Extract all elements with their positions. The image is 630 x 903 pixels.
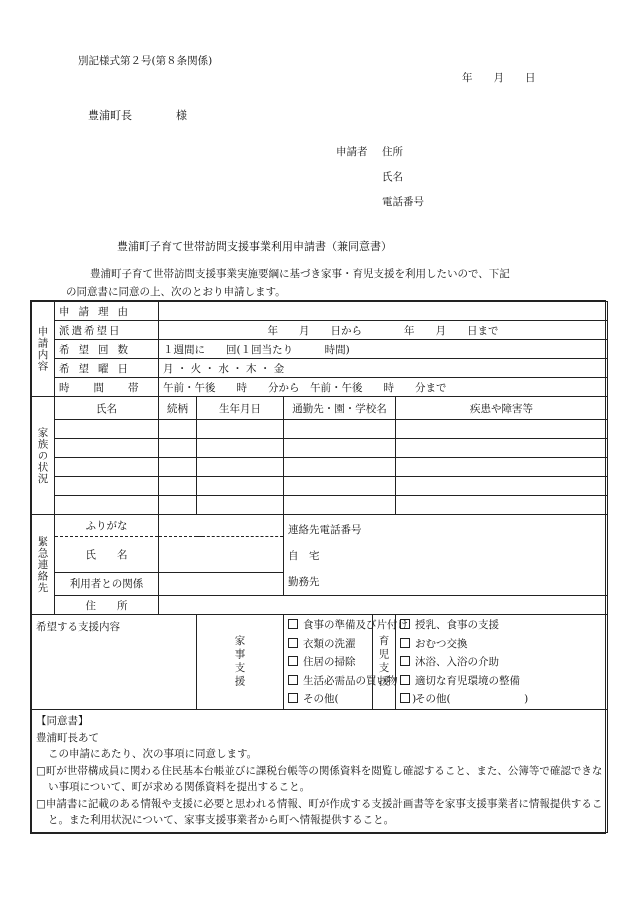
housework-option[interactable]: 衣類の洗濯 xyxy=(288,635,368,654)
family-header-school: 通勤先・園・学校名 xyxy=(284,397,396,420)
family-section-label: 家族の状況 xyxy=(32,397,55,515)
emergency-section-label: 緊急連絡先 xyxy=(32,515,55,615)
support-label: 希望する支援内容 xyxy=(32,615,197,710)
application-form xyxy=(30,300,606,834)
housework-option[interactable]: 食事の準備及び片付け xyxy=(288,616,368,635)
family-row[interactable] xyxy=(32,477,608,496)
checkbox-icon xyxy=(400,693,410,703)
family-header-name: 氏名 xyxy=(55,397,159,420)
family-header-relation: 続柄 xyxy=(159,397,197,420)
emergency-phone-block[interactable] xyxy=(284,515,608,596)
form-number: 別記様式第２号(第８条関係) xyxy=(78,55,213,67)
relation-label: 利用者との関係 xyxy=(55,572,159,595)
family-row[interactable] xyxy=(32,496,608,515)
housework-section-label: 家事支援 xyxy=(197,615,284,710)
family-row[interactable] xyxy=(32,458,608,477)
document-title: 豊浦町子育て世帯訪問支援事業利用申請書（兼同意書） xyxy=(117,240,392,253)
reason-label: 申請理由 xyxy=(55,302,159,321)
checkbox-icon xyxy=(400,656,410,666)
consent-item-2[interactable]: □申請書に記載のある情報や支援に必要と思われる情報、町が作成する支援計画書等を家事支援事業者に情報提供すること。また利用状況について、家事支援事業者から町へ情報提供すること。 xyxy=(36,797,603,826)
period-field[interactable]: 年 月 日から 年 月 日まで xyxy=(159,321,608,340)
childcare-option[interactable]: 適切な育児環境の整備 xyxy=(400,672,603,691)
applicant-label: 申請者 xyxy=(336,146,368,158)
checkbox-icon xyxy=(288,638,298,648)
consent-section xyxy=(32,710,608,833)
family-header-birthdate: 生年月日 xyxy=(197,397,284,420)
intro-line-1: 豊浦町子育て世帯訪問支援事業実施要綱に基づき家事・育児支援を利用したいので、下記 xyxy=(90,268,510,280)
furigana-field[interactable] xyxy=(159,515,284,537)
childcare-option[interactable]: 沐浴、入浴の介助 xyxy=(400,653,603,672)
consent-item-1[interactable]: □町が世帯構成員に関わる住民基本台帳並びに課税台帳等の関係資料を閲覧し確認すること、また、公簿等で確認できない事項について、町が求める関係資料を提出すること。 xyxy=(36,764,603,793)
checkbox-icon xyxy=(400,638,410,648)
childcare-option[interactable]: 授乳、食事の支援 xyxy=(400,616,603,635)
phone-label: 電話番号 xyxy=(382,196,424,208)
emergency-name-label: 氏 名 xyxy=(55,536,159,572)
date-line: 年 月 日 xyxy=(462,72,536,84)
time-field[interactable]: 午前・午後 時 分から 午前・午後 時 分まで xyxy=(159,378,608,397)
request-section-label: 申請内容 xyxy=(32,302,55,397)
housework-option[interactable]: 生活必需品の買い物 xyxy=(288,672,368,691)
count-label: 希望回数 xyxy=(55,340,159,359)
time-label: 時間帯 xyxy=(55,378,159,397)
weekday-field[interactable]: 月 ・ 火 ・ 水 ・ 木 ・ 金 xyxy=(159,359,608,378)
childcare-options xyxy=(396,615,608,710)
emergency-name-field[interactable] xyxy=(159,536,284,572)
period-label: 派遣希望日 xyxy=(55,321,159,340)
housework-option[interactable]: 住居の掃除 xyxy=(288,653,368,672)
furigana-label: ふりがな xyxy=(55,515,159,537)
reason-field[interactable] xyxy=(159,302,608,321)
name-label: 氏名 xyxy=(382,171,403,183)
count-field[interactable]: １週間に 回(１回当たり 時間) xyxy=(159,340,608,359)
checkbox-icon xyxy=(288,619,298,629)
consent-heading: 【同意書】 xyxy=(36,715,89,727)
consent-addressee: 豊浦町長あて xyxy=(36,731,99,744)
addressee: 豊浦町長 様 xyxy=(88,109,187,122)
checkbox-icon xyxy=(288,693,298,703)
childcare-option[interactable]: その他( ) xyxy=(400,690,603,709)
childcare-option[interactable]: おむつ交換 xyxy=(400,635,603,654)
emergency-work-label: 勤務先 xyxy=(288,576,320,588)
family-header-condition: 疾患や障害等 xyxy=(396,397,608,420)
childcare-section-label: 育児支援 xyxy=(373,615,396,710)
weekday-label: 希望曜日 xyxy=(55,359,159,378)
consent-lead: この申請にあたり、次の事項に同意します。 xyxy=(48,748,258,760)
emergency-phone-label: 連絡先電話番号 xyxy=(288,524,362,536)
family-row[interactable] xyxy=(32,439,608,458)
address-label: 住所 xyxy=(382,146,403,158)
checkbox-icon xyxy=(288,675,298,685)
checkbox-icon xyxy=(288,656,298,666)
housework-option[interactable]: その他( ) xyxy=(288,690,368,709)
intro-line-2: の同意書に同意の上、次のとおり申請します。 xyxy=(66,286,286,298)
checkbox-icon xyxy=(400,675,410,685)
family-row[interactable] xyxy=(32,420,608,439)
emergency-address-label: 住 所 xyxy=(55,596,159,615)
emergency-home-label: 自 宅 xyxy=(288,550,320,562)
relation-field[interactable] xyxy=(159,572,284,595)
emergency-address-field[interactable] xyxy=(159,596,608,615)
checkbox-icon xyxy=(400,619,410,629)
